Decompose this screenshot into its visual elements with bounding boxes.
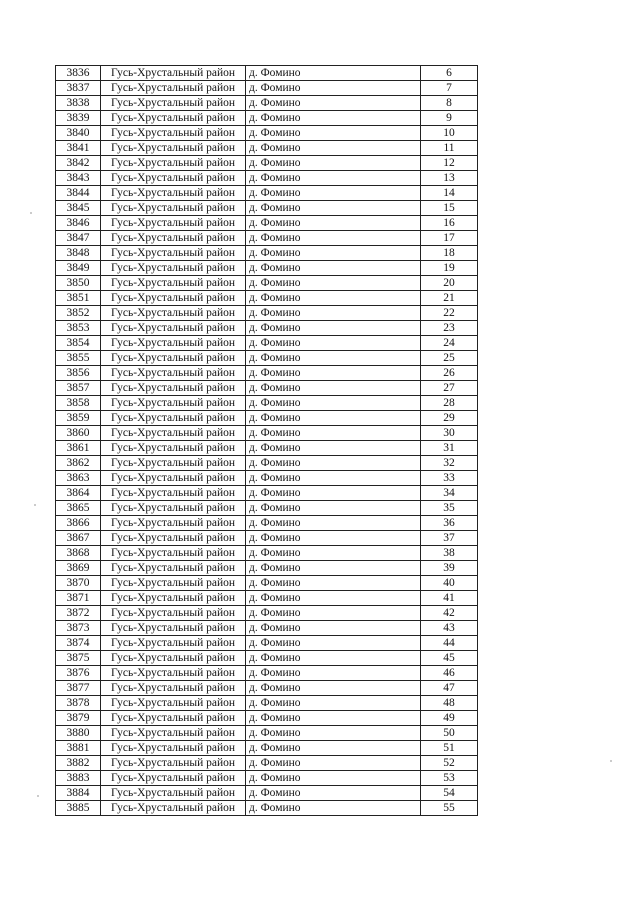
district-cell: Гусь-Хрустальный район [101,411,246,426]
table-row [56,636,478,651]
village-cell: д. Фомино [246,471,421,486]
district-cell: Гусь-Хрустальный район [101,441,246,456]
table-row [56,651,478,666]
house-number-cell: 25 [421,351,478,366]
record-number-cell: 3866 [56,516,101,531]
record-number-cell: 3850 [56,276,101,291]
address-table [55,65,478,816]
record-number-cell: 3840 [56,126,101,141]
village-cell: д. Фомино [246,441,421,456]
district-cell: Гусь-Хрустальный район [101,96,246,111]
village-cell: д. Фомино [246,426,421,441]
table-row [56,186,478,201]
table-row [56,516,478,531]
house-number-cell: 28 [421,396,478,411]
house-number-cell: 8 [421,96,478,111]
house-number-cell: 50 [421,726,478,741]
district-cell: Гусь-Хрустальный район [101,771,246,786]
record-number-cell: 3843 [56,171,101,186]
record-number-cell: 3855 [56,351,101,366]
village-cell: д. Фомино [246,636,421,651]
district-cell: Гусь-Хрустальный район [101,126,246,141]
house-number-cell: 16 [421,216,478,231]
record-number-cell: 3868 [56,546,101,561]
village-cell: д. Фомино [246,126,421,141]
village-cell: д. Фомино [246,606,421,621]
house-number-cell: 26 [421,366,478,381]
district-cell: Гусь-Хрустальный район [101,216,246,231]
table-row [56,201,478,216]
district-cell: Гусь-Хрустальный район [101,666,246,681]
record-number-cell: 3836 [56,66,101,81]
house-number-cell: 55 [421,801,478,816]
table-row [56,501,478,516]
village-cell: д. Фомино [246,456,421,471]
house-number-cell: 51 [421,741,478,756]
table-row [56,681,478,696]
district-cell: Гусь-Хрустальный район [101,291,246,306]
record-number-cell: 3870 [56,576,101,591]
village-cell: д. Фомино [246,141,421,156]
record-number-cell: 3865 [56,501,101,516]
house-number-cell: 10 [421,126,478,141]
village-cell: д. Фомино [246,726,421,741]
village-cell: д. Фомино [246,246,421,261]
house-number-cell: 35 [421,501,478,516]
scan-speck [34,504,36,506]
village-cell: д. Фомино [246,156,421,171]
table-row [56,411,478,426]
district-cell: Гусь-Хрустальный район [101,81,246,96]
table-row [56,741,478,756]
village-cell: д. Фомино [246,111,421,126]
district-cell: Гусь-Хрустальный район [101,231,246,246]
village-cell: д. Фомино [246,591,421,606]
house-number-cell: 38 [421,546,478,561]
village-cell: д. Фомино [246,531,421,546]
district-cell: Гусь-Хрустальный район [101,786,246,801]
table-row [56,336,478,351]
table-row [56,696,478,711]
house-number-cell: 46 [421,666,478,681]
village-cell: д. Фомино [246,186,421,201]
district-cell: Гусь-Хрустальный район [101,141,246,156]
record-number-cell: 3858 [56,396,101,411]
table-row [56,66,478,81]
village-cell: д. Фомино [246,231,421,246]
table-row [56,606,478,621]
table-row [56,156,478,171]
table-row [56,381,478,396]
village-cell: д. Фомино [246,396,421,411]
village-cell: д. Фомино [246,216,421,231]
table-row [56,561,478,576]
table-row [56,246,478,261]
house-number-cell: 6 [421,66,478,81]
house-number-cell: 33 [421,471,478,486]
record-number-cell: 3845 [56,201,101,216]
house-number-cell: 47 [421,681,478,696]
district-cell: Гусь-Хрустальный район [101,426,246,441]
record-number-cell: 3864 [56,486,101,501]
village-cell: д. Фомино [246,81,421,96]
house-number-cell: 49 [421,711,478,726]
house-number-cell: 34 [421,486,478,501]
record-number-cell: 3863 [56,471,101,486]
record-number-cell: 3856 [56,366,101,381]
district-cell: Гусь-Хрустальный район [101,276,246,291]
district-cell: Гусь-Хрустальный район [101,261,246,276]
district-cell: Гусь-Хрустальный район [101,456,246,471]
table-row [56,141,478,156]
district-cell: Гусь-Хрустальный район [101,531,246,546]
village-cell: д. Фомино [246,756,421,771]
village-cell: д. Фомино [246,351,421,366]
district-cell: Гусь-Хрустальный район [101,66,246,81]
house-number-cell: 18 [421,246,478,261]
house-number-cell: 40 [421,576,478,591]
table-row [56,396,478,411]
village-cell: д. Фомино [246,276,421,291]
table-row [56,726,478,741]
village-cell: д. Фомино [246,381,421,396]
record-number-cell: 3852 [56,306,101,321]
record-number-cell: 3880 [56,726,101,741]
house-number-cell: 15 [421,201,478,216]
house-number-cell: 41 [421,591,478,606]
table-row [56,531,478,546]
table-row [56,666,478,681]
record-number-cell: 3841 [56,141,101,156]
record-number-cell: 3871 [56,591,101,606]
record-number-cell: 3883 [56,771,101,786]
house-number-cell: 14 [421,186,478,201]
record-number-cell: 3876 [56,666,101,681]
table-row [56,366,478,381]
district-cell: Гусь-Хрустальный район [101,696,246,711]
table-row [56,576,478,591]
village-cell: д. Фомино [246,336,421,351]
record-number-cell: 3847 [56,231,101,246]
house-number-cell: 32 [421,456,478,471]
house-number-cell: 13 [421,171,478,186]
house-number-cell: 29 [421,411,478,426]
district-cell: Гусь-Хрустальный район [101,561,246,576]
district-cell: Гусь-Хрустальный район [101,756,246,771]
village-cell: д. Фомино [246,741,421,756]
district-cell: Гусь-Хрустальный район [101,801,246,816]
village-cell: д. Фомино [246,306,421,321]
district-cell: Гусь-Хрустальный район [101,726,246,741]
house-number-cell: 22 [421,306,478,321]
district-cell: Гусь-Хрустальный район [101,486,246,501]
record-number-cell: 3867 [56,531,101,546]
scan-speck [30,212,32,214]
record-number-cell: 3861 [56,441,101,456]
record-number-cell: 3885 [56,801,101,816]
table-row [56,471,478,486]
house-number-cell: 53 [421,771,478,786]
record-number-cell: 3862 [56,456,101,471]
district-cell: Гусь-Хрустальный район [101,681,246,696]
record-number-cell: 3873 [56,621,101,636]
record-number-cell: 3874 [56,636,101,651]
table-row [56,711,478,726]
scan-speck [37,795,39,797]
record-number-cell: 3853 [56,321,101,336]
district-cell: Гусь-Хрустальный район [101,366,246,381]
record-number-cell: 3875 [56,651,101,666]
table-row [56,321,478,336]
district-cell: Гусь-Хрустальный район [101,501,246,516]
house-number-cell: 39 [421,561,478,576]
house-number-cell: 21 [421,291,478,306]
record-number-cell: 3869 [56,561,101,576]
record-number-cell: 3860 [56,426,101,441]
record-number-cell: 3877 [56,681,101,696]
village-cell: д. Фомино [246,681,421,696]
table-row [56,621,478,636]
village-cell: д. Фомино [246,786,421,801]
house-number-cell: 54 [421,786,478,801]
record-number-cell: 3839 [56,111,101,126]
record-number-cell: 3882 [56,756,101,771]
record-number-cell: 3851 [56,291,101,306]
house-number-cell: 43 [421,621,478,636]
village-cell: д. Фомино [246,621,421,636]
record-number-cell: 3854 [56,336,101,351]
village-cell: д. Фомино [246,66,421,81]
district-cell: Гусь-Хрустальный район [101,156,246,171]
house-number-cell: 45 [421,651,478,666]
village-cell: д. Фомино [246,651,421,666]
district-cell: Гусь-Хрустальный район [101,741,246,756]
village-cell: д. Фомино [246,201,421,216]
record-number-cell: 3846 [56,216,101,231]
village-cell: д. Фомино [246,771,421,786]
record-number-cell: 3884 [56,786,101,801]
district-cell: Гусь-Хрустальный район [101,546,246,561]
table-row [56,216,478,231]
table-row [56,171,478,186]
village-cell: д. Фомино [246,576,421,591]
table-row [56,96,478,111]
house-number-cell: 11 [421,141,478,156]
village-cell: д. Фомино [246,501,421,516]
village-cell: д. Фомино [246,561,421,576]
table-row [56,486,478,501]
house-number-cell: 44 [421,636,478,651]
record-number-cell: 3842 [56,156,101,171]
record-number-cell: 3872 [56,606,101,621]
house-number-cell: 48 [421,696,478,711]
village-cell: д. Фомино [246,171,421,186]
house-number-cell: 7 [421,81,478,96]
village-cell: д. Фомино [246,291,421,306]
table-row [56,291,478,306]
house-number-cell: 37 [421,531,478,546]
house-number-cell: 31 [421,441,478,456]
district-cell: Гусь-Хрустальный район [101,396,246,411]
house-number-cell: 23 [421,321,478,336]
village-cell: д. Фомино [246,516,421,531]
record-number-cell: 3848 [56,246,101,261]
district-cell: Гусь-Хрустальный район [101,711,246,726]
table-row [56,591,478,606]
district-cell: Гусь-Хрустальный район [101,246,246,261]
table-row [56,441,478,456]
table-row [56,546,478,561]
village-cell: д. Фомино [246,711,421,726]
record-number-cell: 3857 [56,381,101,396]
district-cell: Гусь-Хрустальный район [101,621,246,636]
table-row [56,306,478,321]
district-cell: Гусь-Хрустальный район [101,651,246,666]
district-cell: Гусь-Хрустальный район [101,381,246,396]
table-row [56,351,478,366]
table-row [56,801,478,816]
village-cell: д. Фомино [246,321,421,336]
district-cell: Гусь-Хрустальный район [101,171,246,186]
record-number-cell: 3849 [56,261,101,276]
house-number-cell: 20 [421,276,478,291]
village-cell: д. Фомино [246,546,421,561]
table-row [56,111,478,126]
house-number-cell: 19 [421,261,478,276]
district-cell: Гусь-Хрустальный район [101,336,246,351]
record-number-cell: 3879 [56,711,101,726]
village-cell: д. Фомино [246,366,421,381]
table-row [56,261,478,276]
district-cell: Гусь-Хрустальный район [101,306,246,321]
table-row [56,426,478,441]
village-cell: д. Фомино [246,486,421,501]
record-number-cell: 3881 [56,741,101,756]
record-number-cell: 3837 [56,81,101,96]
table-row [56,756,478,771]
table-row [56,456,478,471]
table-row [56,231,478,246]
record-number-cell: 3859 [56,411,101,426]
district-cell: Гусь-Хрустальный район [101,576,246,591]
village-cell: д. Фомино [246,96,421,111]
table-row [56,81,478,96]
record-number-cell: 3844 [56,186,101,201]
house-number-cell: 24 [421,336,478,351]
house-number-cell: 36 [421,516,478,531]
house-number-cell: 52 [421,756,478,771]
district-cell: Гусь-Хрустальный район [101,321,246,336]
village-cell: д. Фомино [246,666,421,681]
village-cell: д. Фомино [246,801,421,816]
table-row [56,786,478,801]
house-number-cell: 42 [421,606,478,621]
village-cell: д. Фомино [246,261,421,276]
house-number-cell: 9 [421,111,478,126]
table-row [56,276,478,291]
district-cell: Гусь-Хрустальный район [101,591,246,606]
record-number-cell: 3838 [56,96,101,111]
district-cell: Гусь-Хрустальный район [101,516,246,531]
record-number-cell: 3878 [56,696,101,711]
house-number-cell: 12 [421,156,478,171]
district-cell: Гусь-Хрустальный район [101,186,246,201]
house-number-cell: 17 [421,231,478,246]
district-cell: Гусь-Хрустальный район [101,111,246,126]
house-number-cell: 30 [421,426,478,441]
village-cell: д. Фомино [246,411,421,426]
village-cell: д. Фомино [246,696,421,711]
district-cell: Гусь-Хрустальный район [101,351,246,366]
scan-speck [610,760,612,762]
table-row [56,771,478,786]
house-number-cell: 27 [421,381,478,396]
district-cell: Гусь-Хрустальный район [101,636,246,651]
table-row [56,126,478,141]
district-cell: Гусь-Хрустальный район [101,606,246,621]
address-table-body [56,66,478,816]
district-cell: Гусь-Хрустальный район [101,471,246,486]
district-cell: Гусь-Хрустальный район [101,201,246,216]
